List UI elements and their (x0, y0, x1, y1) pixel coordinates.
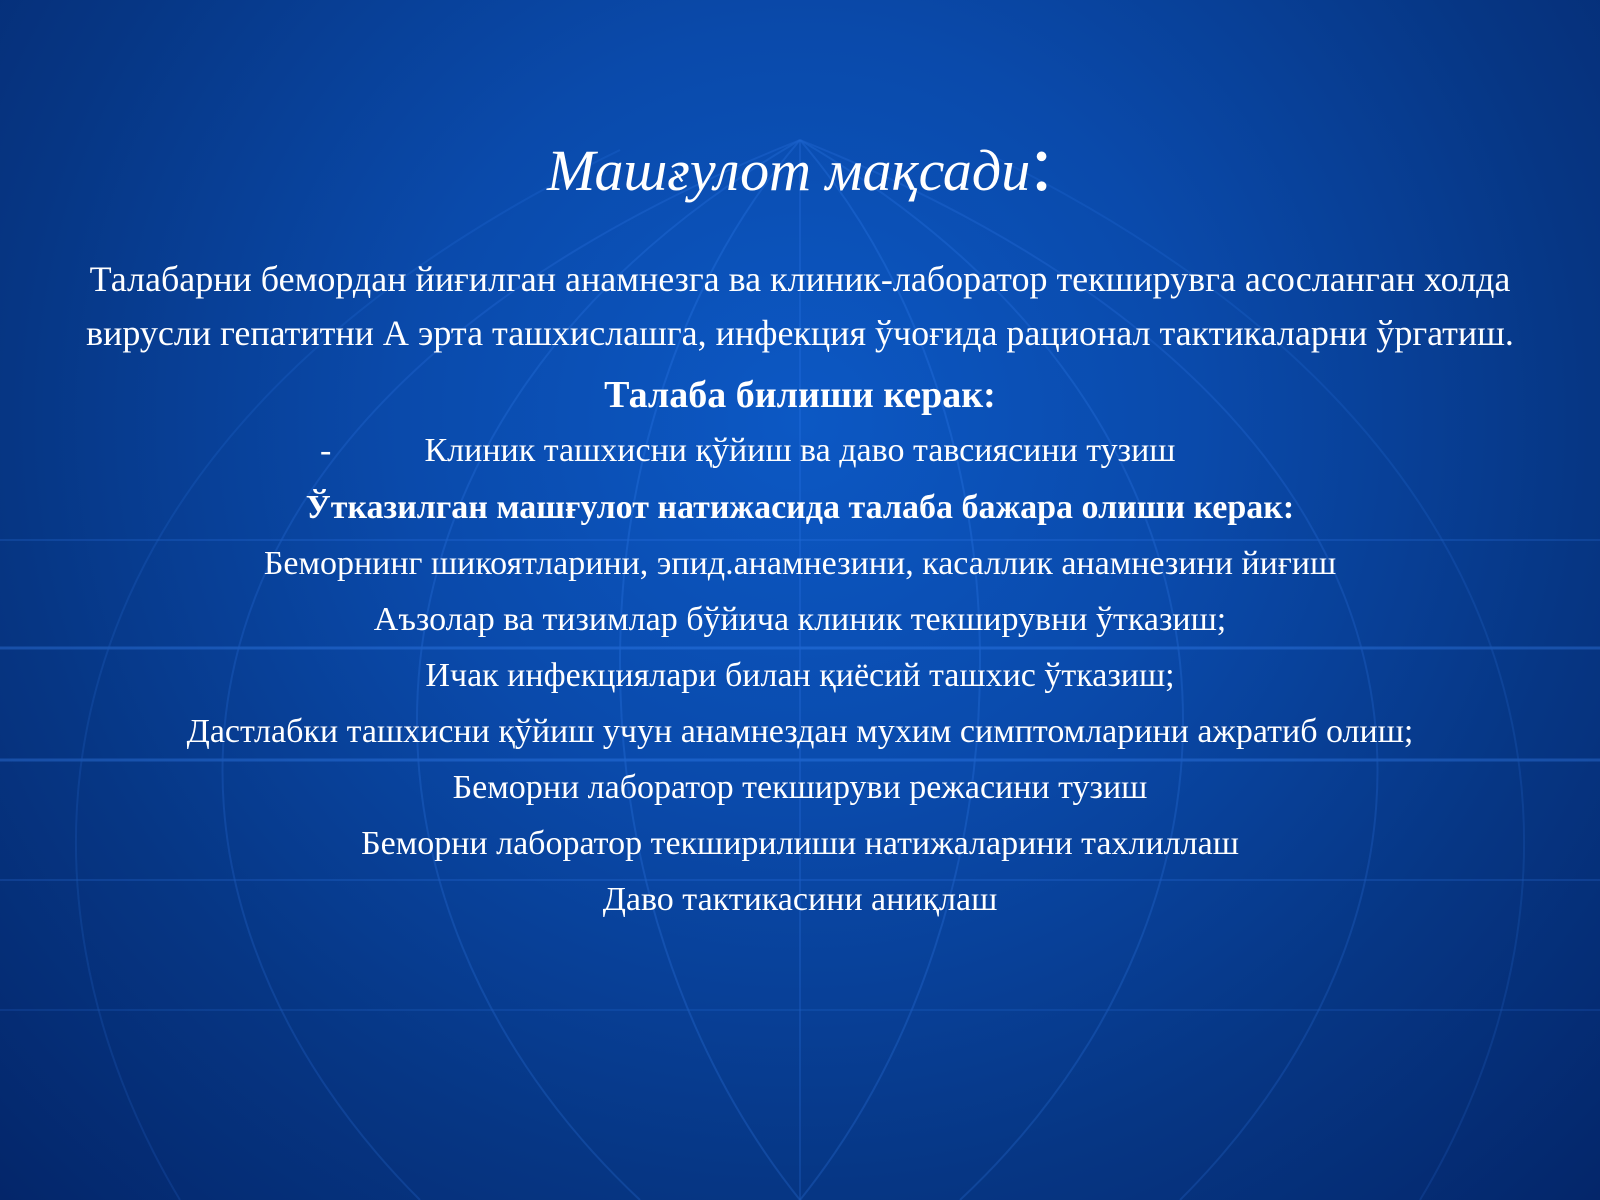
must-know-item-text: Клиник ташхисни қўйиш ва даво тавсиясини тузиш (424, 432, 1176, 469)
slide-body (70, 252, 1530, 924)
slide-title-colon: : (1030, 117, 1053, 208)
must-do-item: Беморнинг шикоятларини, эпид.анамнезини, касаллик анамнезини йиғиш (263, 545, 1337, 582)
must-do-item: Беморни лаборатор текширилиши натижаларини тахлиллаш (361, 825, 1239, 862)
must-do-item: Беморни лаборатор текшируви режасини тузиш (452, 769, 1148, 806)
must-do-item: Аъзолар ва тизимлар бўйича клиник текширувни ўтказиш; (373, 601, 1227, 638)
must-do-item: Даво тактикасини аниқлаш (602, 881, 998, 918)
intro-paragraph: Талабарни бемордан йиғилган анамнезга ва клиник-лаборатор текширувга асосланган холда вирусли гепатитни А эрта ташхислашга, инфекция ўчоғида рационал тактикаларни ўргатиш. (86, 259, 1514, 353)
slide-title-text: Машғулот мақсади (547, 138, 1031, 203)
must-do-item: Дастлабки ташхисни қўйиш учун анамнездан мухим симптомларини ажратиб олиш; (186, 713, 1414, 750)
slide-title (0, 118, 1600, 216)
must-know-item (70, 426, 1530, 476)
must-do-item: Ичак инфекциялари билан қиёсий ташхис ўтказиш; (425, 657, 1175, 694)
bullet-dash: - (320, 432, 332, 469)
must-do-heading: Ўтказилган машғулот натижасида талаба бажара олиши керак: (305, 489, 1295, 526)
must-know-heading: Талаба билиши керак: (604, 374, 996, 416)
